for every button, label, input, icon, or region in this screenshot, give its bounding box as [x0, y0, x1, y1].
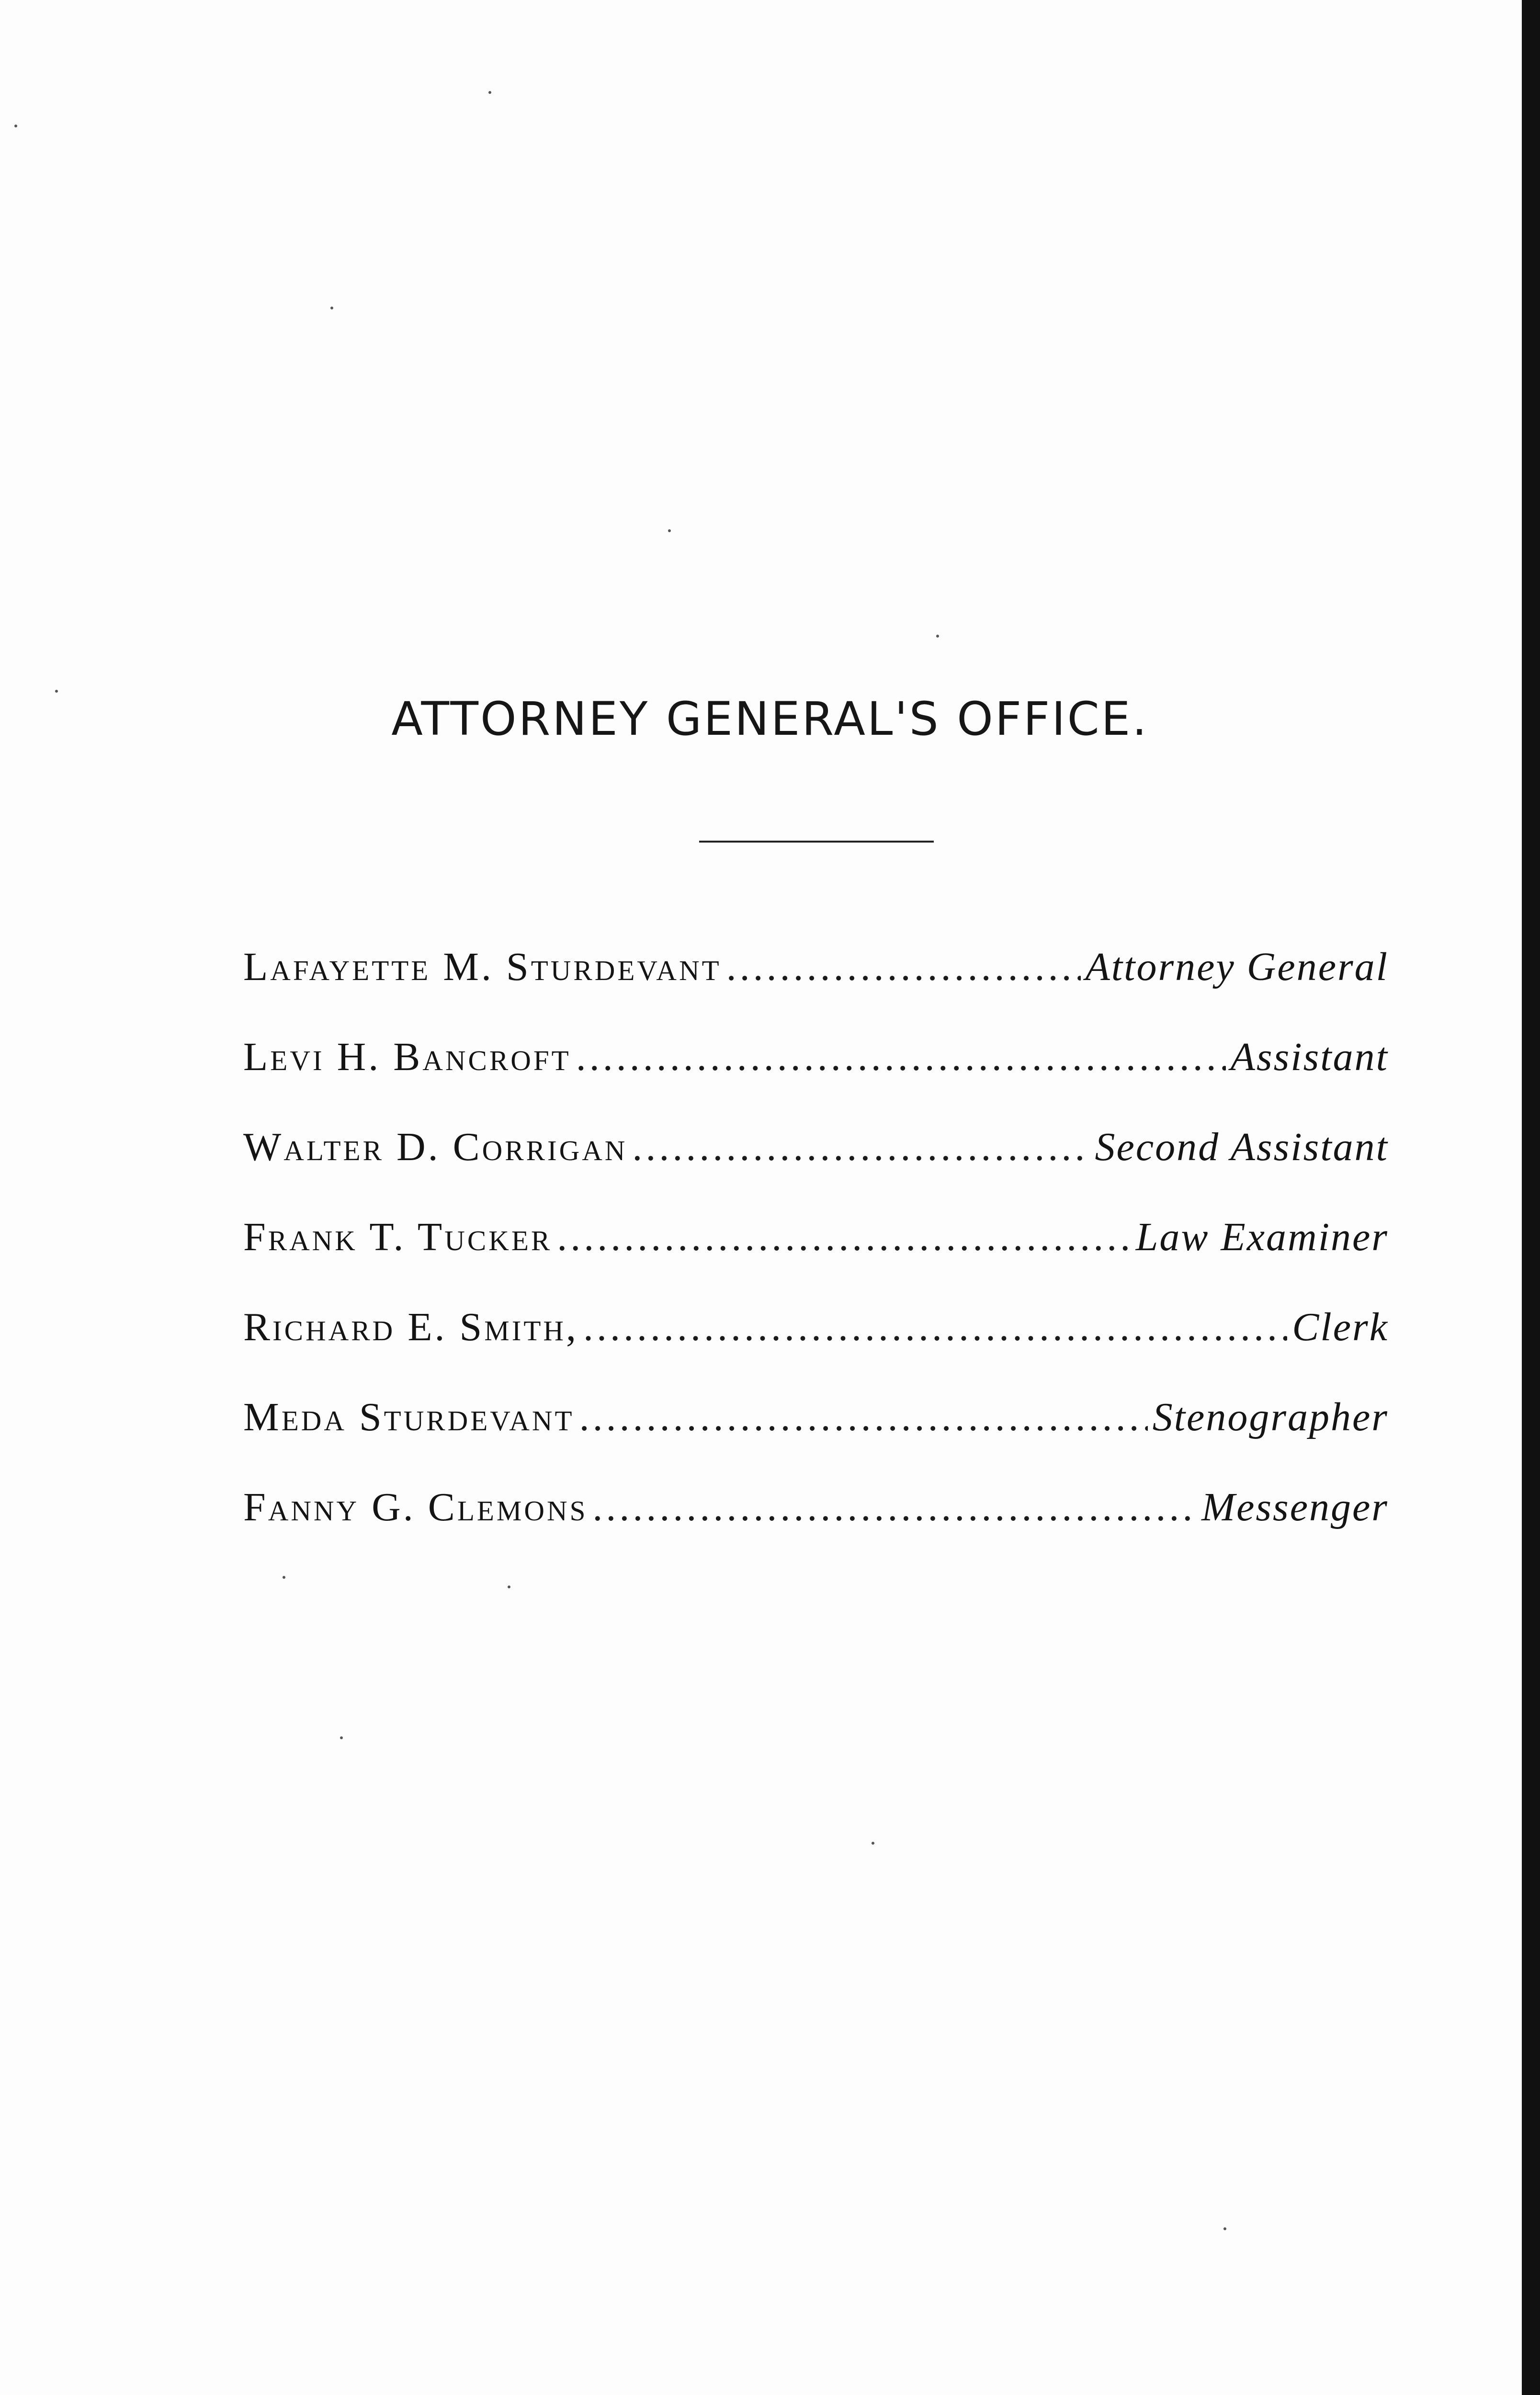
staff-role: Law Examiner — [1135, 1215, 1389, 1259]
paper-speck — [330, 307, 333, 309]
roster-row — [243, 1124, 1389, 1214]
staff-name: Fanny G. Clemons — [243, 1485, 588, 1529]
staff-role: Attorney General — [1085, 945, 1389, 989]
dot-leader — [583, 1304, 1287, 1350]
roster-row — [243, 944, 1389, 1034]
roster-row — [243, 1304, 1389, 1394]
dot-leader — [592, 1484, 1197, 1530]
staff-name: Walter D. Corrigan — [243, 1125, 628, 1169]
staff-role: Second Assistant — [1095, 1125, 1389, 1169]
staff-role: Stenographer — [1152, 1395, 1389, 1439]
paper-speck — [872, 1842, 874, 1845]
dot-leader — [579, 1394, 1148, 1440]
staff-role: Clerk — [1292, 1305, 1389, 1349]
staff-name: Lafayette M. Sturdevant — [243, 945, 722, 989]
paper-speck — [340, 1736, 343, 1739]
scan-edge — [1522, 0, 1540, 2395]
paper-speck — [55, 690, 58, 693]
staff-name: Meda Sturdevant — [243, 1395, 575, 1439]
roster-row — [243, 1034, 1389, 1124]
dot-leader — [576, 1034, 1226, 1080]
paper-speck — [1223, 2227, 1226, 2230]
paper-speck — [936, 635, 939, 638]
roster-row — [243, 1214, 1389, 1304]
roster-row — [243, 1484, 1389, 1574]
paper-speck — [508, 1585, 510, 1588]
page-title: ATTORNEY GENERAL'S OFFICE. — [391, 692, 1149, 746]
staff-name: Levi H. Bancroft — [243, 1035, 571, 1079]
title-divider — [699, 841, 934, 843]
staff-name: Richard E. Smith, — [243, 1305, 578, 1349]
staff-role: Assistant — [1230, 1035, 1389, 1079]
roster-row — [243, 1394, 1389, 1484]
staff-name: Frank T. Tucker — [243, 1215, 553, 1259]
paper-speck — [488, 91, 491, 94]
paper-speck — [668, 529, 671, 532]
dot-leader — [632, 1124, 1090, 1170]
paper-speck — [14, 125, 17, 127]
dot-leader — [726, 944, 1081, 990]
staff-roster — [243, 944, 1389, 1574]
paper-speck — [283, 1576, 285, 1579]
dot-leader — [557, 1214, 1131, 1260]
staff-role: Messenger — [1201, 1485, 1389, 1529]
